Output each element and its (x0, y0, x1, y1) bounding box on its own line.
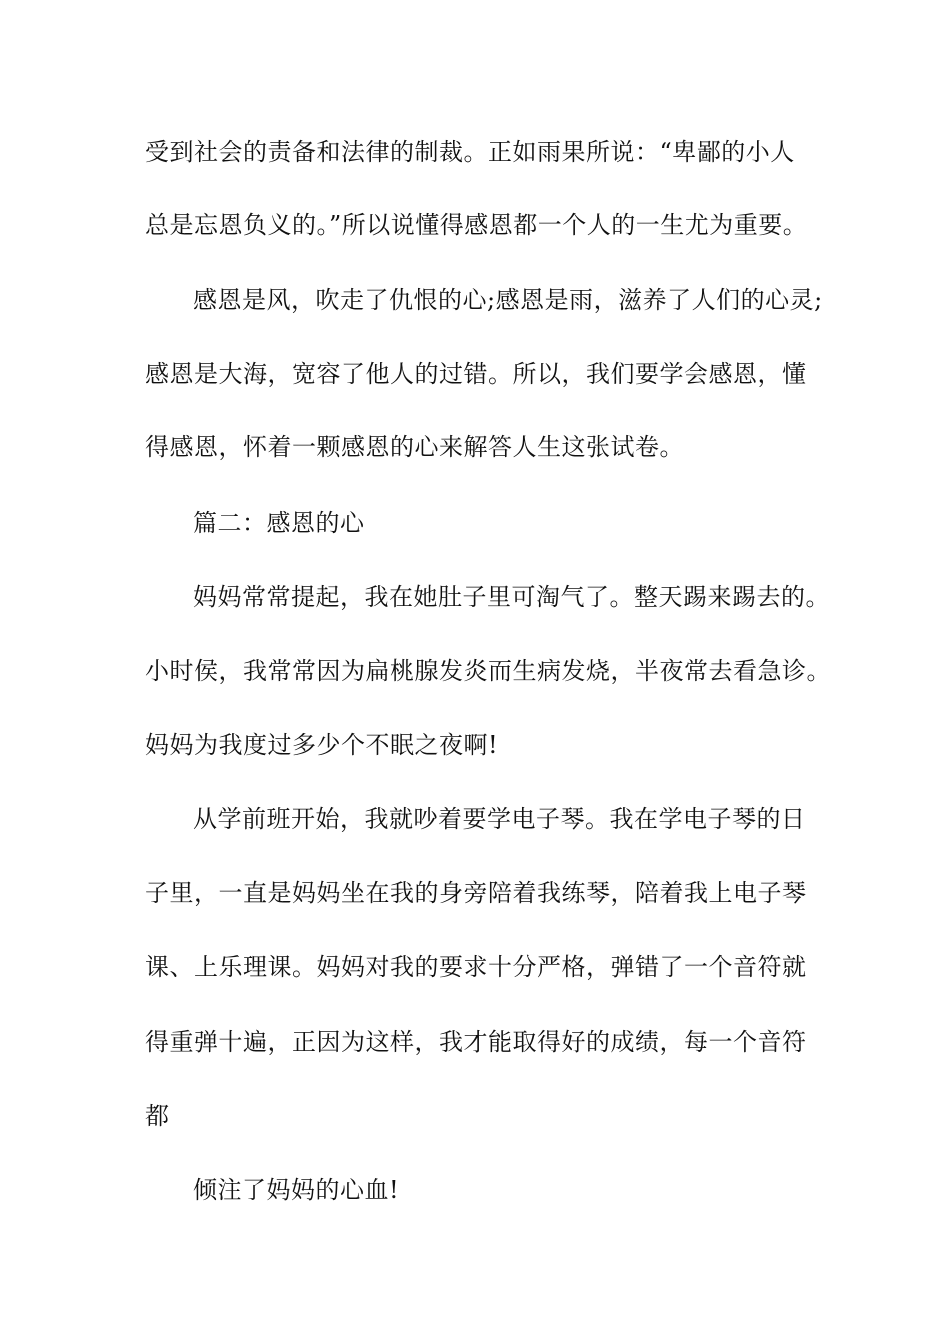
text-line: 小时侯，我常常因为扁桃腺发炎而生病发烧，半夜常去看急诊。 (145, 657, 831, 685)
text-line: 总是忘恩负义的。”所以说懂得感恩都一个人的一生尤为重要。 (145, 211, 808, 239)
text-line: 子里，一直是妈妈坐在我的身旁陪着我练琴，陪着我上电子琴 (145, 879, 807, 907)
text-line: 课、上乐理课。妈妈对我的要求十分严格，弹错了一个音符就 (145, 953, 807, 981)
text-line: 妈妈常常提起，我在她肚子里可淘气了。整天踢来踢去的。 (193, 583, 830, 611)
text-line: 都 (145, 1102, 170, 1130)
text-line: 受到社会的责备和法律的制裁。正如雨果所说：“卑鄙的小人 (145, 138, 795, 166)
text-line: 得感恩，怀着一颗感恩的心来解答人生这张试卷。 (145, 433, 684, 461)
text-line: 感恩是风，吹走了仇恨的心;感恩是雨，滋养了人们的心灵; (193, 286, 823, 314)
text-line: 妈妈为我度过多少个不眠之夜啊! (145, 731, 499, 759)
text-line: 从学前班开始，我就吵着要学电子琴。我在学电子琴的日 (193, 805, 806, 833)
text-line: 得重弹十遍，正因为这样，我才能取得好的成绩，每一个音符 (145, 1028, 807, 1056)
text-line: 倾注了妈妈的心血! (193, 1176, 400, 1204)
section-heading: 篇二：感恩的心 (193, 509, 365, 537)
text-line: 感恩是大海，宽容了他人的过错。所以，我们要学会感恩，懂 (145, 360, 807, 388)
